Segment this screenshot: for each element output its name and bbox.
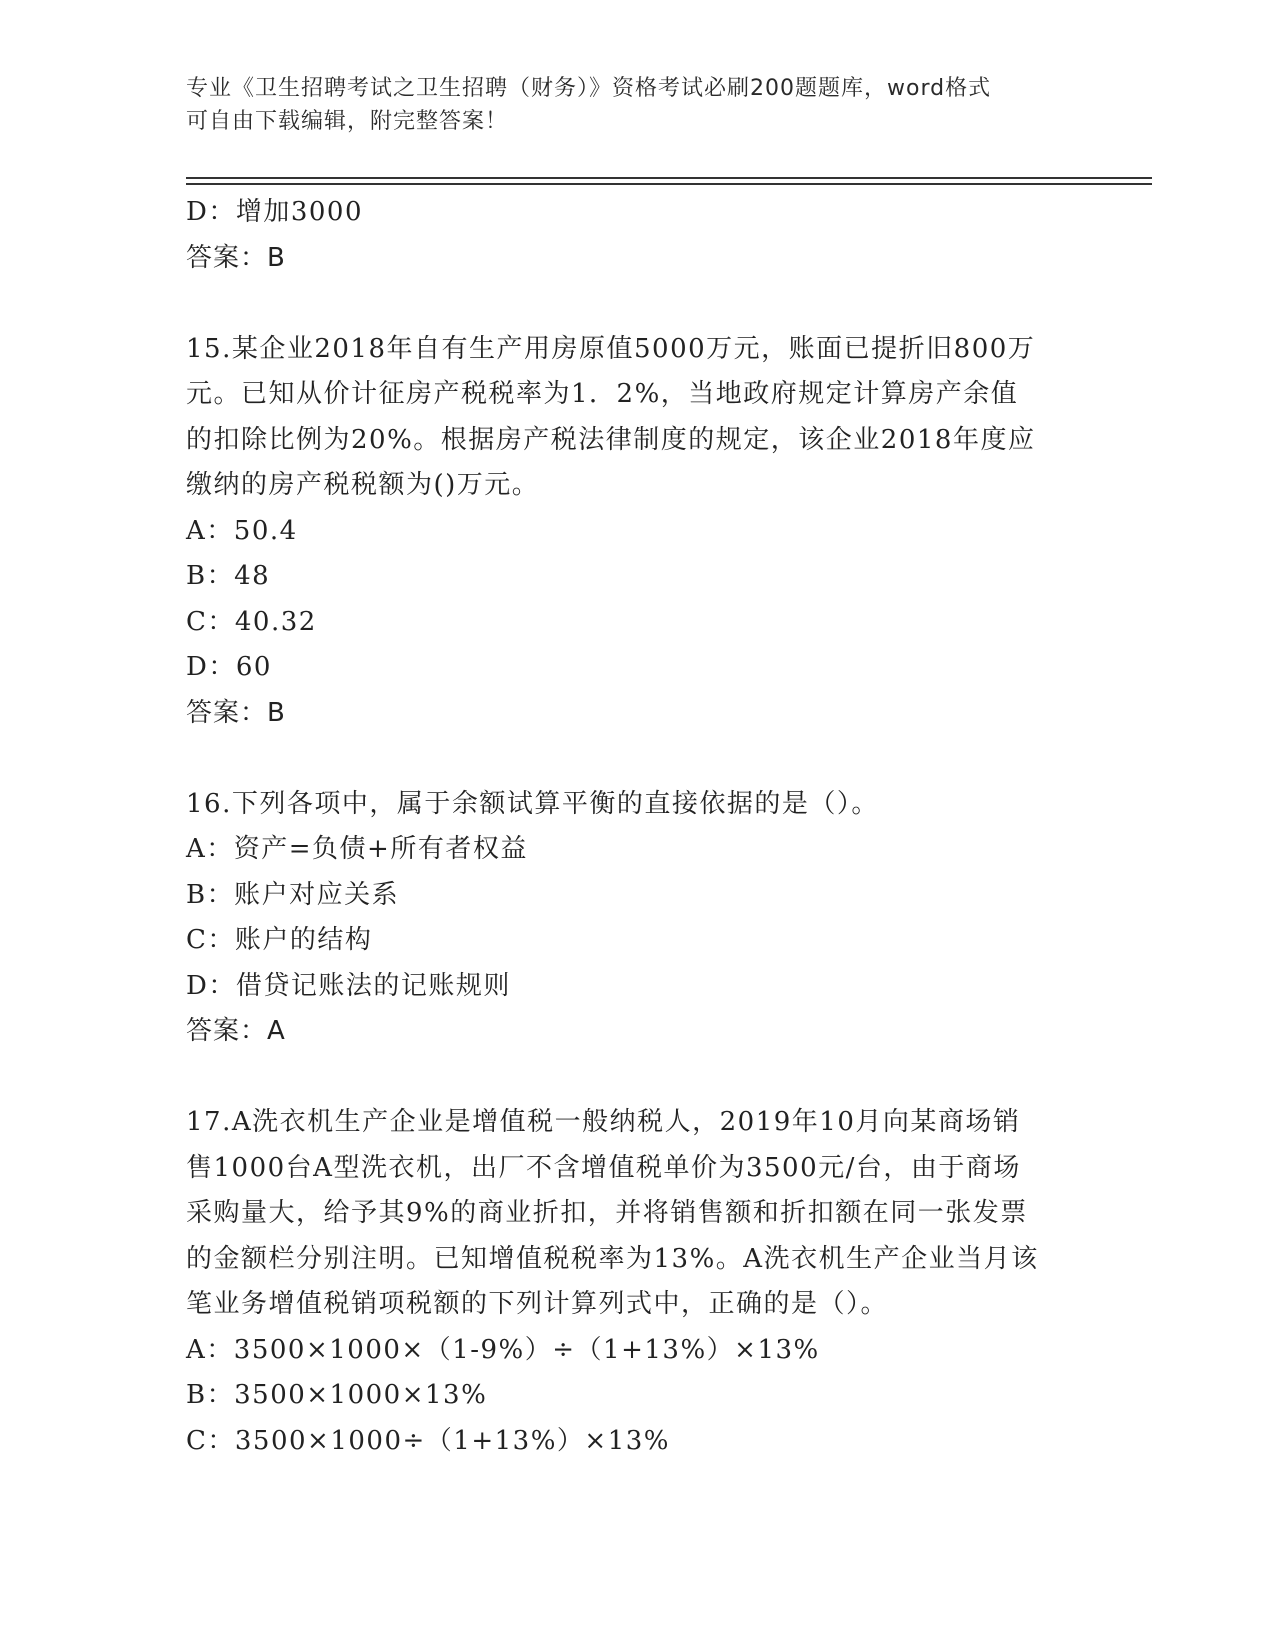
- header-line-2: 可自由下载编辑，附完整答案！: [186, 109, 509, 134]
- answer: 答案：B: [186, 697, 286, 728]
- question-stem-line: 元。已知从价计征房产税税率为1．2%，当地政府规定计算房产余值: [186, 379, 1019, 409]
- prev-option-d: D：增加3000: [186, 197, 364, 227]
- question-stem-line: 16.下列各项中，属于余额试算平衡的直接依据的是（）。: [186, 788, 879, 819]
- option-c: C：40.32: [186, 606, 317, 637]
- question-16: [186, 782, 1086, 1055]
- prev-answer: 答案：B: [186, 242, 286, 273]
- header-rule-bottom: [186, 183, 1152, 185]
- spacer: [186, 281, 1086, 327]
- document-body: [186, 190, 1086, 1464]
- spacer: [186, 1055, 1086, 1101]
- question-stem-line: 17.A洗衣机生产企业是增值税一般纳税人，2019年10月向某商场销: [186, 1107, 1021, 1137]
- document-header: [186, 72, 1086, 138]
- question-stem-line: 售1000台A型洗衣机，出厂不含增值税单价为3500元/台，由于商场: [186, 1152, 1021, 1183]
- option-c: C：3500×1000÷（1+13%）×13%: [186, 1425, 670, 1456]
- option-d: D：借贷记账法的记账规则: [186, 970, 511, 1001]
- question-stem-line: 缴纳的房产税税额为()万元。: [186, 470, 540, 500]
- option-b: B：3500×1000×13%: [186, 1380, 488, 1410]
- header-line-1: 专业《卫生招聘考试之卫生招聘（财务）》资格考试必刷200题题库，word格式: [186, 76, 992, 101]
- spacer: [186, 736, 1086, 782]
- question-stem-line: 笔业务增值税销项税额的下列计算列式中，正确的是（）。: [186, 1289, 889, 1319]
- option-a: A：资产=负债+所有者权益: [186, 834, 528, 864]
- option-b: B：账户对应关系: [186, 879, 400, 910]
- option-a: A：3500×1000×（1-9%）÷（1+13%）×13%: [186, 1334, 820, 1365]
- option-a: A：50.4: [186, 515, 298, 546]
- question-stem-line: 的金额栏分别注明。已知增值税税率为13%。A洗衣机生产企业当月该: [186, 1243, 1039, 1274]
- question-stem-line: 采购量大，给予其9%的商业折扣，并将销售额和折扣额在同一张发票: [186, 1198, 1028, 1228]
- option-c: C：账户的结构: [186, 925, 373, 955]
- question-15: [186, 327, 1086, 737]
- header-rule-top: [186, 177, 1152, 179]
- question-stem-line: 的扣除比例为20%。根据房产税法律制度的规定，该企业2018年度应: [186, 424, 1036, 455]
- answer: 答案：A: [186, 1016, 286, 1046]
- question-17: [186, 1100, 1086, 1464]
- option-b: B：48: [186, 561, 271, 591]
- question-stem-line: 15.某企业2018年自有生产用房原值5000万元，账面已提折旧800万: [186, 333, 1036, 364]
- option-d: D：60: [186, 652, 272, 682]
